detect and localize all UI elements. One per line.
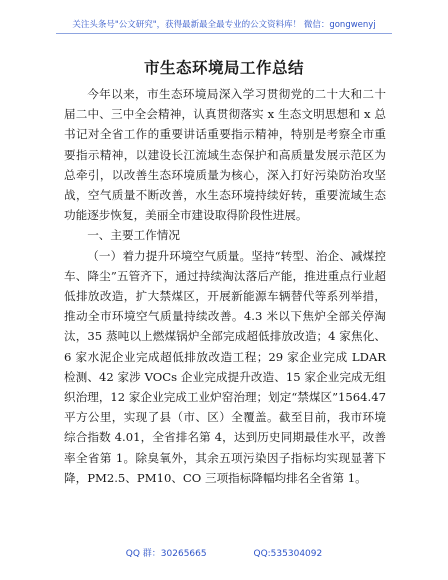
body-paragraph: （一）着力提升环境空气质量。坚持“转型、治企、减煤控车、降尘”五管齐下，通过持续淘汰落后产能，推进重点行业超低排放改造，扩大禁煤区，开展新能源车辆替代等系列举措，推动全市环境空气质量持续改善。4.3 米以下焦炉全部关停淘汰，35 蒸吨以上燃煤锅炉全部完成超低排放改造；4 家焦化、6 家水泥企业完成超低排放改造工程；29 家企业完成 LDAR 检测、42 家涉 VOCs 企业完成提升改造、15 家企业完成无组织治理，12 家企业完成工业炉窑治理；划定“禁煤区”1564.47 平方公里，实现了县（市、区）全覆盖。截至目前，我市环境综合指数 4.01，全省排名第 4，达到历史同期最佳水平，改善率全省第 1。除臭氧外，其余五项污染因子指标均实现显著下降，PM2.5、PM10、CO 三项指标降幅均排名全省第 1。 [64,248,386,485]
footer-qq: QQ:535304092 [253,549,323,559]
intro-paragraph: 今年以来，市生态环境局深入学习贯彻党的二十大和二十届二中、三中全会精神，认真贯彻落实 x 生态文明思想和 x 总书记对全省工作的重要讲话重要指示精神，特别是考察全市重要指示精神，以建设长江流域生态保护和高质量发展示范区为总牵引，以改善生态环境质量为核心，深入打好污染防治攻坚战，空气质量不断改善，水生态环境持续好转，重要流域生态功能逐步恢复，美丽全市建设取得阶段性进展。 [64,87,386,223]
document-body [64,84,386,488]
header-banner: 关注头条号"公文研究"，获得最新最全最专业的公文资料库！ 微信：gongwenyj [56,18,392,34]
document-title: 市生态环境局工作总结 [143,59,304,77]
footer-qq-group: QQ 群：30265665 [125,549,207,559]
section-heading: 一、主要工作情况 [87,228,180,243]
footer [0,546,448,559]
